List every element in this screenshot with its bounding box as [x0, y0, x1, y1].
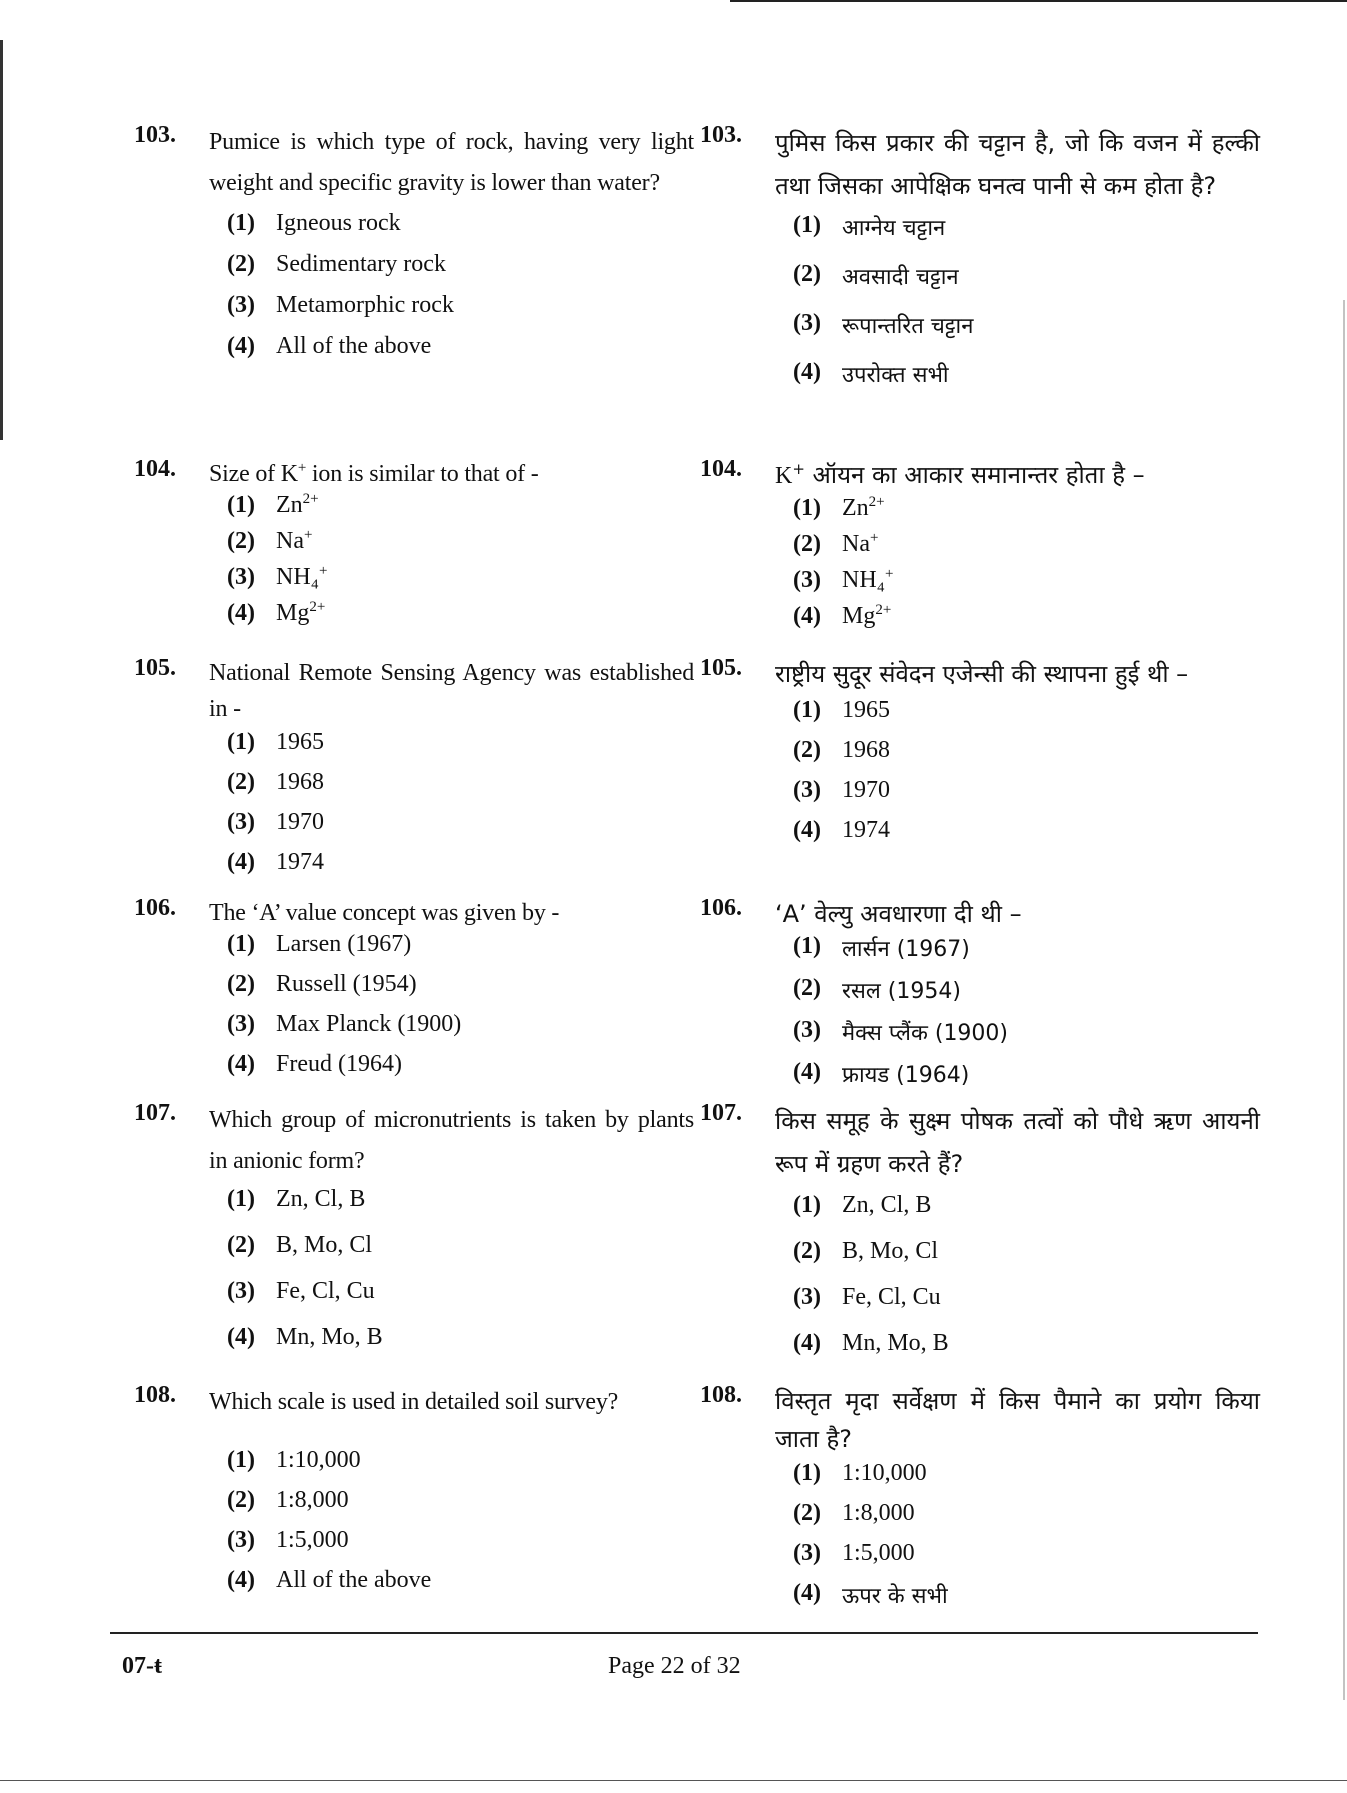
option: (2) B, Mo, Cl [793, 1238, 939, 1264]
question-number: 103. [134, 122, 176, 148]
option: (3) मैक्स प्लैंक (1900) [793, 1017, 1009, 1046]
question-106-hi [700, 895, 1260, 1101]
option: (2) 1:8,000 [793, 1500, 915, 1526]
option: (2) Russell (1954) [227, 971, 417, 997]
option: (4) All of the above [227, 1567, 432, 1593]
option: (4) Mn, Mo, B [793, 1330, 949, 1356]
option: (2) 1968 [793, 737, 890, 763]
question-104-en [134, 456, 694, 636]
option: (1) $Zn^{2+}$ [227, 491, 319, 518]
top-border-line [730, 0, 1347, 2]
options-list [793, 1192, 1260, 1376]
options-list [793, 697, 1260, 857]
option: (3) Max Planck (1900) [227, 1011, 462, 1037]
question-text: National Remote Sensing Agency was established in - [209, 660, 694, 722]
option: (3) 1:5,000 [793, 1540, 915, 1566]
option: (2) रसल (1954) [793, 975, 961, 1004]
options-list [227, 492, 694, 636]
option: (3) Metamorphic rock [227, 292, 454, 318]
question-107-en [134, 1100, 694, 1370]
option: (2) Na+ [793, 530, 879, 557]
question-text: Which scale is used in detailed soil survey? [209, 1389, 619, 1415]
question-number: 106. [134, 895, 176, 921]
question-103-hi [700, 122, 1260, 404]
question-number: 107. [700, 1100, 742, 1126]
options-list [793, 933, 1260, 1101]
option: (1) 1:10,000 [793, 1460, 927, 1486]
option: (3) NH₄+ [227, 563, 328, 590]
option: (4) फ्रायड (1964) [793, 1059, 970, 1088]
question-106-en [134, 895, 694, 1091]
options-list [227, 1186, 694, 1370]
option: (4) $Mg^{2+}$ [227, 599, 326, 626]
option: (1) Larsen (1967) [227, 931, 412, 957]
options-list [793, 495, 1260, 639]
option: (2) B, Mo, Cl [227, 1232, 373, 1258]
option: (1) Igneous rock [227, 210, 401, 236]
question-number: 106. [700, 895, 742, 921]
options-list [227, 1447, 694, 1607]
option: (3) Fe, Cl, Cu [793, 1284, 941, 1310]
option: (2) 1968 [227, 769, 324, 795]
question-104-hi [700, 456, 1260, 639]
option: (3) Fe, Cl, Cu [227, 1278, 375, 1304]
options-list [793, 212, 1260, 404]
option: (4) $Mg^{2+}$ [793, 602, 892, 629]
option: (2) 1:8,000 [227, 1487, 349, 1513]
question-number: 107. [134, 1100, 176, 1126]
question-text: The ‘A’ value concept was given by - [209, 900, 560, 926]
option: (1) Zn, Cl, B [227, 1186, 366, 1212]
question-number: 104. [134, 456, 176, 482]
option: (4) Freud (1964) [227, 1051, 402, 1077]
question-108-hi [700, 1382, 1260, 1620]
question-105-en [134, 655, 694, 889]
question-text: Size of K+ ion is similar to that of - [209, 460, 539, 487]
option: (1) 1965 [227, 729, 324, 755]
question-text: Pumice is which type of rock, having very light weight and specific gravity is lower than water? [209, 129, 694, 196]
options-list [227, 931, 694, 1091]
option: (2) Sedimentary rock [227, 251, 446, 277]
option: (4) Mn, Mo, B [227, 1324, 383, 1350]
question-number: 108. [700, 1382, 742, 1408]
question-number: 105. [700, 655, 742, 681]
question-text: Which group of micronutrients is taken by plants in anionic form? [209, 1107, 694, 1174]
option: (3) रूपान्तरित चट्टान [793, 310, 974, 339]
options-list [227, 210, 694, 374]
footer-divider [110, 1632, 1258, 1634]
option: (1) $Zn^{2+}$ [793, 494, 885, 521]
question-number: 108. [134, 1382, 176, 1408]
option: (4) उपरोक्त सभी [793, 359, 949, 388]
option: (1) आग्नेय चट्टान [793, 212, 946, 241]
question-number: 104. [700, 456, 742, 482]
options-list [227, 729, 694, 889]
page-number: Page 22 of 32 [608, 1653, 741, 1679]
question-108-en [134, 1382, 694, 1607]
question-103-en [134, 122, 694, 374]
option: (4) All of the above [227, 333, 432, 359]
option: (3) 1970 [793, 777, 890, 803]
option: (2) अवसादी चट्टान [793, 261, 959, 290]
question-text: राष्ट्रीय सुदूर संवेदन एजेन्सी की स्थापना हुई थी – [775, 660, 1189, 688]
question-text: पुमिस किस प्रकार की चट्टान है, जो कि वजन में हल्की तथा जिसका आपेक्षिक घनत्व पानी से कम होता है? [775, 129, 1260, 200]
bottom-border-line [0, 1780, 1347, 1781]
option: (3) 1970 [227, 809, 324, 835]
booklet-code: 07-ŧ [122, 1653, 162, 1679]
scan-edge-mark [1343, 300, 1345, 1700]
options-list [793, 1460, 1260, 1620]
question-107-hi [700, 1100, 1260, 1376]
option: (1) Zn, Cl, B [793, 1192, 932, 1218]
option: (4) ऊपर के सभी [793, 1580, 948, 1609]
question-number: 105. [134, 655, 176, 681]
option: (2) Na+ [227, 527, 313, 554]
question-text: K+ ऑयन का आकार समानान्तर होता है – [775, 460, 1145, 489]
scan-edge-mark [0, 40, 3, 440]
question-105-hi [700, 655, 1260, 857]
option: (3) NH₄+ [793, 566, 894, 593]
option: (4) 1974 [793, 817, 890, 843]
option: (1) लार्सन (1967) [793, 933, 970, 962]
question-number: 103. [700, 122, 742, 148]
question-text: किस समूह के सुक्ष्म पोषक तत्वों को पौधे ऋण आयनी रूप में ग्रहण करते हैं? [775, 1107, 1260, 1178]
option: (1) 1:10,000 [227, 1447, 361, 1473]
option: (1) 1965 [793, 697, 890, 723]
option: (4) 1974 [227, 849, 324, 875]
question-text: विस्तृत मृदा सर्वेक्षण में किस पैमाने का प्रयोग किया जाता है? [775, 1387, 1260, 1453]
question-text: ‘A’ वेल्यु अवधारणा दी थी – [775, 900, 1022, 928]
option: (3) 1:5,000 [227, 1527, 349, 1553]
